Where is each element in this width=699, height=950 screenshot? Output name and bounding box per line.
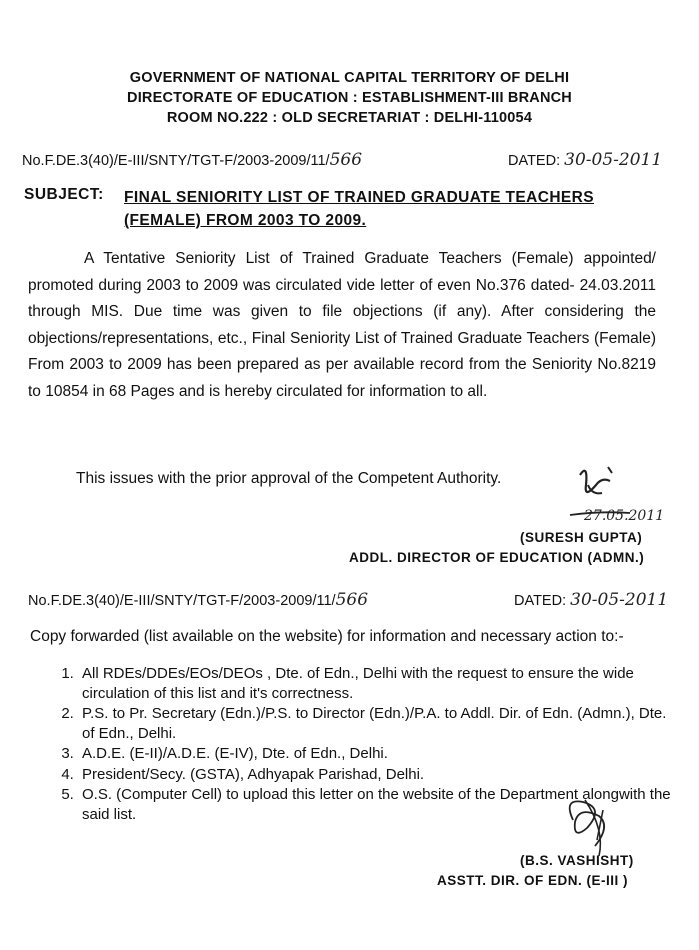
copy-reference-number-text: No.F.DE.3(40)/E-III/SNTY/TGT-F/2003-2009/11/ [28, 593, 336, 609]
handwritten-date: 30-05-2011 [564, 150, 663, 170]
dated-label: DATED: [508, 153, 561, 169]
recipient-item: 5. O.S. (Computer Cell) to upload this letter on the website of the Department alongwith the said list. [78, 785, 678, 824]
header-directorate: DIRECTORATE OF EDUCATION : ESTABLISHMENT-III BRANCH [127, 90, 572, 106]
body-paragraph-text: A Tentative Seniority List of Trained Graduate Teachers (Female) appointed/ promoted during 2003 to 2009 was circulated vide letter of even No.376 dated- 24.03.2011 through MIS. Due time was given to file objections (if any). After considering the objections/representations, etc., Final Seniority List of Trained Graduate Teachers (Female) From 2003 to 2009 has been prepared as per available record from the Seniority No.8219 to 10854 in 68 Pages and is hereby circulated for information to all. [28, 250, 656, 400]
header-government: GOVERNMENT OF NATIONAL CAPITAL TERRITORY OF DELHI [129, 70, 570, 86]
approval-statement: This issues with the prior approval of the Competent Authority. [76, 470, 502, 487]
recipient-item: 2. P.S. to Pr. Secretary (Edn.)/P.S. to Director (Edn.)/P.A. to Addl. Dir. of Edn. (Admn.), Dte. of Edn., Delhi. [78, 704, 678, 743]
signatory1-name: (SURESH GUPTA) [520, 530, 643, 545]
recipient-item: 4. President/Secy. (GSTA), Adhyapak Parishad, Delhi. [78, 765, 678, 785]
copy-intro: Copy forwarded (list available on the website) for information and necessary action to:- [30, 628, 624, 645]
recipient-item: 1. All RDEs/DDEs/EOs/DEOs , Dte. of Edn., Delhi with the request to ensure the wide circulation of this list and it's correctness. [78, 664, 678, 703]
subject-text: FINAL SENIORITY LIST OF TRAINED GRADUATE TEACHERS (FEMALE) FROM 2003 TO 2009. [124, 189, 594, 229]
copy-reference-number [28, 590, 368, 610]
copy-reference-handwritten-suffix: 566 [335, 590, 369, 610]
signature-date: 27.05.2011 [584, 508, 665, 524]
reference-date [508, 150, 662, 170]
header-address: ROOM NO.222 : OLD SECRETARIAT : DELHI-110054 [166, 110, 533, 126]
reference-number-text: No.F.DE.3(40)/E-III/SNTY/TGT-F/2003-2009/11/ [22, 153, 330, 169]
reference-handwritten-suffix: 566 [329, 150, 363, 170]
signatory2-designation: ASSTT. DIR. OF EDN. (E-III ) [437, 873, 629, 888]
subject-label: SUBJECT: [24, 186, 104, 203]
signatory2-name: (B.S. VASHISHT) [520, 853, 634, 868]
copy-reference-date [514, 590, 668, 610]
signatory1-designation: ADDL. DIRECTOR OF EDUCATION (ADMN.) [349, 550, 645, 565]
copy-handwritten-date: 30-05-2011 [570, 590, 669, 610]
reference-number [22, 150, 362, 170]
copy-dated-label: DATED: [514, 593, 567, 609]
body-paragraph [28, 246, 656, 405]
recipient-item: 3. A.D.E. (E-II)/A.D.E. (E-IV), Dte. of Edn., Delhi. [78, 744, 678, 764]
